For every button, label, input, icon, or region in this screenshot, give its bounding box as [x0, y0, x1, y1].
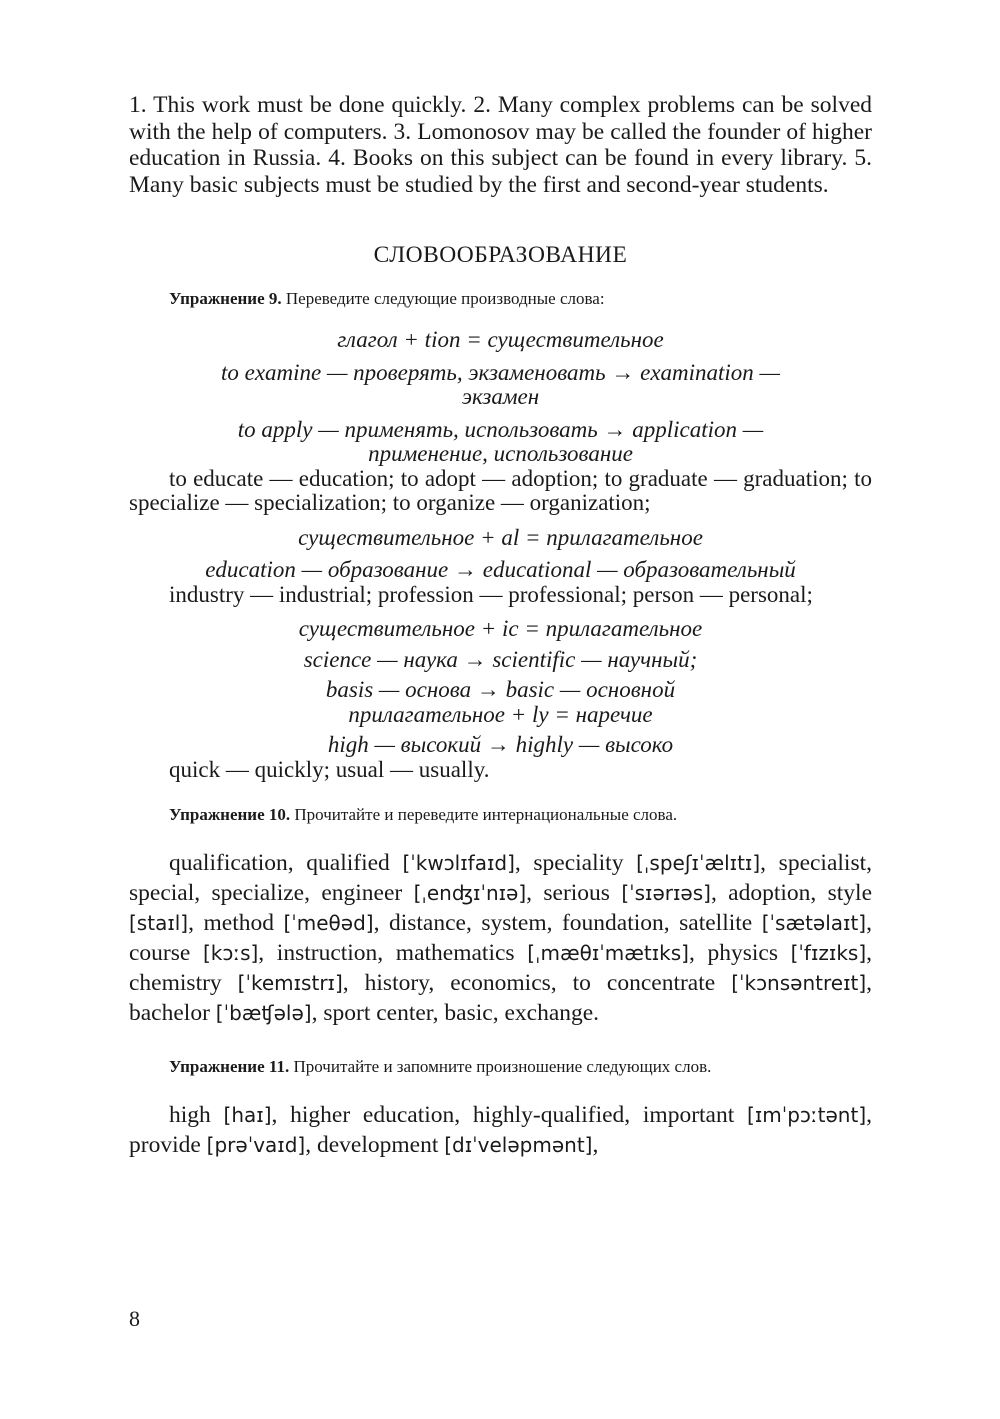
example-education: education — образование → educational — образовательный — [205, 557, 796, 583]
transcription: [ˌmæθɪˈmætɪks] — [527, 941, 689, 966]
exercise-10-instruction: Прочитайте и переведите интернациональные слова. — [294, 805, 678, 825]
transcription: [ˈbæʧələ] — [215, 1001, 312, 1026]
exercise-10-label: Упражнение 10. — [169, 805, 291, 825]
transcription: [ˈkemɪstrɪ] — [237, 971, 343, 996]
word-run: , speciality — [514, 850, 637, 877]
rule-ic: существительное + ic = прилагательное — [298, 616, 703, 642]
exercise-11-word-list — [129, 1100, 872, 1160]
page-number: 8 — [129, 1306, 140, 1331]
transcription: [dɪˈveləpmənt] — [444, 1133, 593, 1158]
example-science: science — наука → scientific — научный; — [303, 646, 698, 672]
transcription: [ˈkwɔlɪfaɪd] — [402, 851, 515, 876]
transcription: [prəˈvaɪd] — [206, 1133, 306, 1158]
transcription: [ˈsætəlaɪt] — [761, 911, 867, 936]
page-content — [129, 92, 872, 1160]
word-run: , adoption, style — [710, 880, 873, 907]
exercise-11-instruction: Прочитайте и запомните произношение следующих слов. — [293, 1057, 712, 1077]
word-run: , chemistry — [129, 940, 872, 997]
list-al-words: industry — industrial; profession — professional; person — personal; — [169, 581, 813, 607]
intro-paragraph: 1. This work must be done quickly. 2. Many complex problems can be solved with the help of computers. 3. Lomonosov may be called the founder of higher education in Russia. 4. Books on this subject can be found in every library. 5. Many basic subjects must be studied by the first and second-year students. — [129, 92, 872, 198]
transcription: [ɪmˈpɔːtənt] — [747, 1103, 867, 1128]
exercise-10-heading — [129, 804, 872, 826]
example-examine-line1: to examine — проверять, экзаменовать → examination — — [220, 359, 781, 385]
transcription: [ˈkɔnsəntreɪt] — [731, 971, 867, 996]
word-run: , — [592, 1132, 599, 1159]
example-apply-line2: применение, использование — [368, 441, 633, 467]
word-run: , specialist, special, specialize, engineer — [129, 850, 873, 907]
word-run: , provide — [129, 1102, 872, 1159]
example-basis: basis — основа → basic — основной — [325, 677, 676, 703]
transcription: [ˈfɪzɪks] — [790, 941, 867, 966]
exercise-9-instruction: Переведите следующие производные слова: — [285, 289, 605, 309]
word-run: , history, economics, to concentrate — [342, 970, 732, 997]
word-run: , physics — [688, 940, 791, 967]
word-run: , serious — [526, 880, 622, 907]
transcription: [haɪ] — [223, 1103, 272, 1128]
transcription: [ˌenʤɪˈnɪə] — [413, 881, 527, 906]
word-run: qualification, qualified — [169, 850, 403, 877]
list-tion-words: to educate — education; to adopt — adoption; to graduate — graduation; to specialize — specialization; to organize — organization; — [129, 465, 872, 516]
exercise-11-heading — [129, 1056, 872, 1078]
rule-ly: прилагательное + ly = наречие — [348, 701, 653, 727]
section-title: СЛОВООБРАЗОВАНИЕ — [373, 242, 628, 269]
exercise-10-word-list — [129, 848, 872, 1028]
transcription: [ˌspeʃɪˈælɪtɪ] — [636, 851, 761, 876]
rule-tion: глагол + tion = существительное — [337, 327, 664, 353]
word-run: , development — [305, 1132, 445, 1159]
example-apply-line1: to apply — применять, использовать → application — — [237, 416, 764, 442]
example-high: high — высокий → highly — высоко — [327, 732, 674, 758]
word-run: , distance, system, foundation, satellite — [373, 910, 762, 937]
list-ly-words: quick — quickly; usual — usually. — [169, 756, 490, 782]
exercise-9-label: Упражнение 9. — [169, 289, 282, 309]
word-run: high — [169, 1102, 224, 1129]
transcription: [ˈsɪərɪəs] — [621, 881, 711, 906]
transcription: [ˈmeθəd] — [283, 911, 374, 936]
exercise-9-heading — [129, 288, 872, 310]
transcription: [staɪl] — [129, 911, 189, 936]
word-run: , method — [188, 910, 284, 937]
word-run: , higher education, highly-qualified, important — [271, 1102, 748, 1129]
word-run: , instruction, mathematics — [258, 940, 528, 967]
word-run: , course — [129, 910, 872, 967]
word-run: , sport center, basic, exchange. — [311, 1000, 600, 1027]
word-run: , bachelor — [129, 970, 873, 1027]
exercise-11-label: Упражнение 11. — [169, 1057, 290, 1077]
rule-al: существительное + al = прилагательное — [298, 524, 703, 550]
example-examine-line2: экзамен — [461, 384, 540, 410]
transcription: [kɔːs] — [202, 941, 259, 966]
